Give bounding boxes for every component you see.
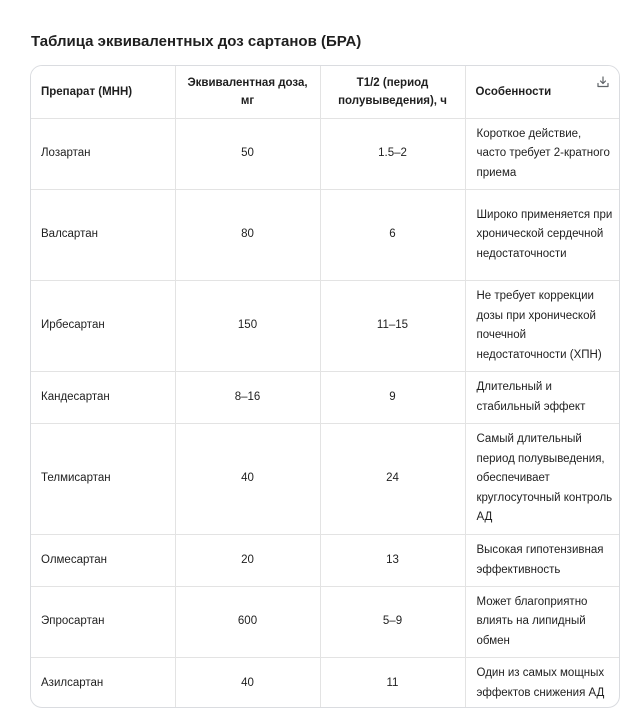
- table-row: [31, 424, 619, 535]
- table-header-row: [31, 66, 619, 119]
- cell-half-life: 13: [320, 535, 465, 587]
- cell-dose: 80: [175, 190, 320, 281]
- cell-half-life: 11: [320, 658, 465, 709]
- cell-notes: Длительный и стабильный эффект: [465, 372, 619, 424]
- cell-drug: Олмесартан: [31, 535, 175, 587]
- cell-drug: Эпросартан: [31, 587, 175, 658]
- cell-dose: 40: [175, 424, 320, 535]
- table-row: [31, 658, 619, 709]
- header-dose: Эквивалентная доза, мг: [175, 66, 320, 119]
- cell-dose: 50: [175, 119, 320, 190]
- dose-table-card: [30, 65, 620, 708]
- cell-half-life: 24: [320, 424, 465, 535]
- cell-drug: Лозартан: [31, 119, 175, 190]
- table-row: [31, 587, 619, 658]
- cell-half-life: 6: [320, 190, 465, 281]
- cell-notes: Короткое действие, часто требует 2-кратного приема: [465, 119, 619, 190]
- export-icon[interactable]: [596, 75, 610, 89]
- cell-dose: 8–16: [175, 372, 320, 424]
- table-row: [31, 535, 619, 587]
- cell-drug: Валсартан: [31, 190, 175, 281]
- table-row: [31, 119, 619, 190]
- cell-drug: Кандесартан: [31, 372, 175, 424]
- header-half-life: T1/2 (период полувыведения), ч: [320, 66, 465, 119]
- cell-dose: 40: [175, 658, 320, 709]
- cell-dose: 600: [175, 587, 320, 658]
- cell-drug: Ирбесартан: [31, 281, 175, 372]
- cell-drug: Телмисартан: [31, 424, 175, 535]
- cell-half-life: 9: [320, 372, 465, 424]
- cell-notes: Не требует коррекции дозы при хронической почечной недостаточности (ХПН): [465, 281, 619, 372]
- header-features-label: Особенности: [475, 86, 552, 98]
- cell-notes: Высокая гипотензивная эффективность: [465, 535, 619, 587]
- cell-half-life: 5–9: [320, 587, 465, 658]
- cell-half-life: 11–15: [320, 281, 465, 372]
- cell-dose: 20: [175, 535, 320, 587]
- header-features: [465, 66, 619, 119]
- table-row: [31, 372, 619, 424]
- page-title: Таблица эквивалентных доз сартанов (БРА): [31, 33, 362, 50]
- cell-half-life: 1.5–2: [320, 119, 465, 190]
- table-row: [31, 190, 619, 281]
- dose-table: [31, 66, 619, 708]
- cell-notes: Широко применяется при хронической сердечной недостаточности: [465, 190, 619, 281]
- cell-drug: Азилсартан: [31, 658, 175, 709]
- table-row: [31, 281, 619, 372]
- cell-notes: Может благоприятно влиять на липидный обмен: [465, 587, 619, 658]
- cell-notes: Один из самых мощных эффектов снижения АД: [476, 667, 605, 699]
- cell-notes: Самый длительный период полувыведения, обеспечивает круглосуточный контроль АД: [465, 424, 619, 535]
- header-drug: Препарат (МНН): [31, 66, 175, 119]
- cell-dose: 150: [175, 281, 320, 372]
